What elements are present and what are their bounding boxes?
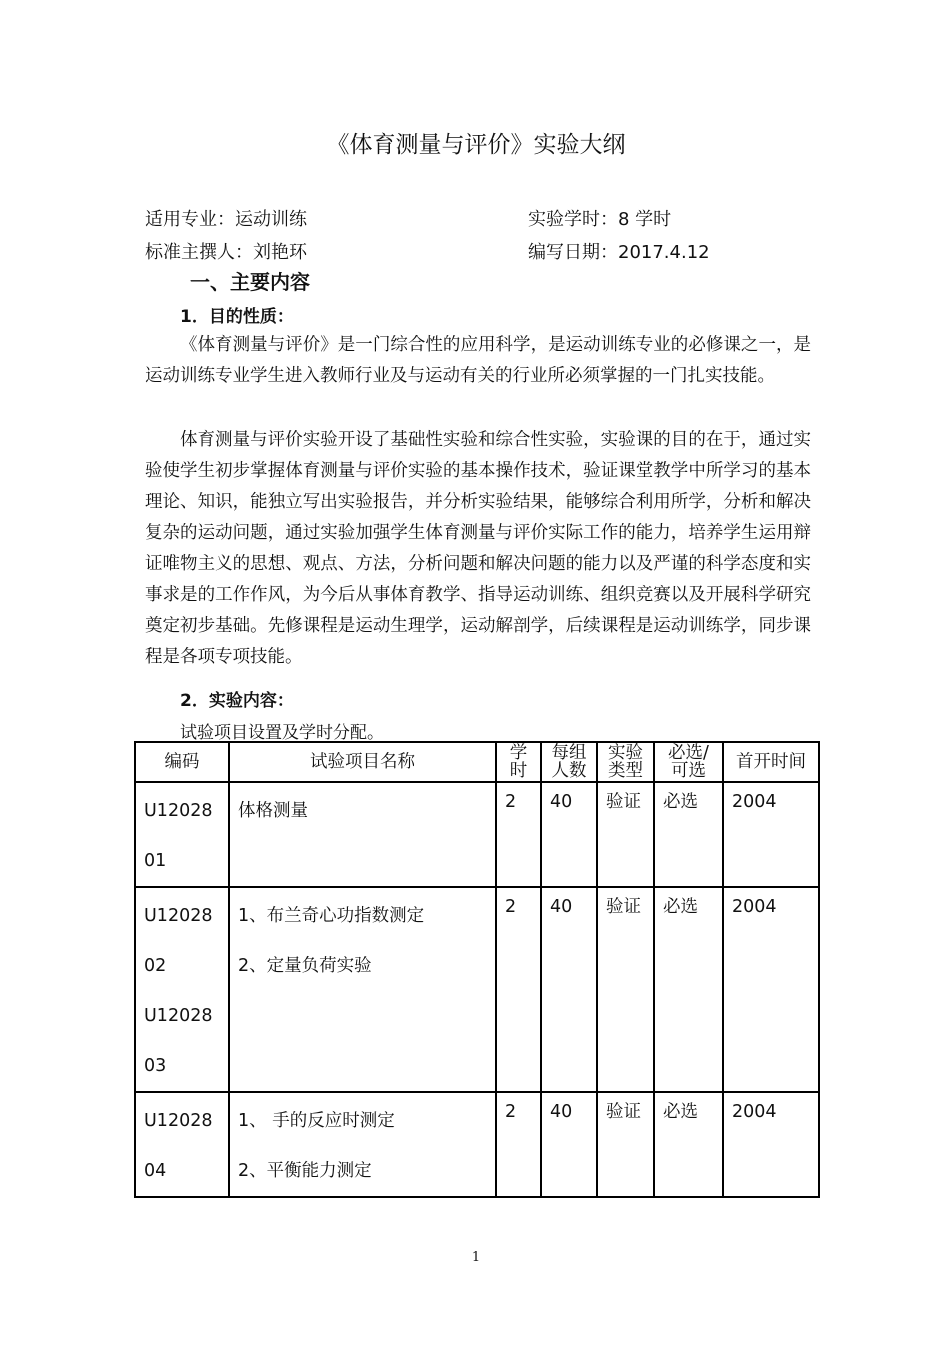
row1-type: 验证 bbox=[606, 792, 641, 812]
experiment-table bbox=[134, 741, 820, 1198]
row2-code-line2: 02 bbox=[144, 956, 167, 976]
row3-group-size: 40 bbox=[550, 1102, 573, 1122]
meta-author: 标准主撰人：刘艳环 bbox=[145, 242, 307, 263]
row2-name-line1: 1、布兰奇心功指数测定 bbox=[238, 906, 425, 926]
header-first-year: 首开时间 bbox=[723, 742, 819, 782]
row2-group-size: 40 bbox=[550, 897, 573, 917]
meta-hours: 实验学时：8 学时 bbox=[528, 209, 672, 230]
row3-type: 验证 bbox=[606, 1102, 641, 1122]
row3-first-year: 2004 bbox=[732, 1102, 777, 1122]
row1-hours: 2 bbox=[505, 792, 517, 812]
header-required: 必选/可选 bbox=[654, 742, 723, 782]
meta-date: 编写日期：2017.4.12 bbox=[528, 242, 710, 263]
row1-group-size: 40 bbox=[550, 792, 573, 812]
paragraph-experiment-goals: 体育测量与评价实验开设了基础性实验和综合性实验，实验课的目的在于，通过实验使学生初步掌握体育测量与评价实验的基本操作技术，验证课堂教学中所学习的基本理论、知识，能独立写出实验报告，并分析实验结果，能够综合利用所学，分析和解决复杂的运动问题，通过实验加强学生体育测量与评价实际工作的能力，培养学生运用辩证唯物主义的思想、观点、方法，分析问题和解决问题的能力以及严谨的科学态度和实事求是的工作作风，为今后从事体育教学、指导运动训练、组织竞赛以及开展科学研究奠定初步基础。先修课程是运动生理学，运动解剖学，后续课程是运动训练学，同步课程是各项专项技能。 bbox=[145, 430, 811, 667]
header-type: 实验类型 bbox=[597, 742, 654, 782]
row2-code-line1: U12028 bbox=[144, 906, 213, 926]
table-row bbox=[135, 782, 819, 887]
meta-major: 适用专业：运动训练 bbox=[145, 209, 307, 230]
subheading-content: 2．实验内容： bbox=[180, 691, 294, 711]
row2-required: 必选 bbox=[663, 897, 698, 917]
row2-code-line3: U12028 bbox=[144, 1006, 213, 1026]
row1-code-line1: U12028 bbox=[144, 801, 213, 821]
paragraph-purpose: 《体育测量与评价》是一门综合性的应用科学，是运动训练专业的必修课之一，是运动训练专业学生进入教师行业及与运动有关的行业所必须掌握的一门扎实技能。 bbox=[145, 335, 811, 386]
header-group-size: 每组人数 bbox=[541, 742, 597, 782]
row2-hours: 2 bbox=[505, 897, 517, 917]
row1-name: 体格测量 bbox=[238, 801, 308, 821]
table-caption: 试验项目设置及学时分配。 bbox=[180, 723, 384, 743]
row3-name-line1: 1、 手的反应时测定 bbox=[238, 1111, 395, 1131]
page-number: 1 bbox=[471, 1250, 481, 1265]
row3-required: 必选 bbox=[663, 1102, 698, 1122]
header-code: 编码 bbox=[135, 742, 229, 782]
row2-first-year: 2004 bbox=[732, 897, 777, 917]
row1-first-year: 2004 bbox=[732, 792, 777, 812]
row3-name-line2: 2、平衡能力测定 bbox=[238, 1161, 372, 1181]
row2-type: 验证 bbox=[606, 897, 641, 917]
table-row bbox=[135, 1092, 819, 1197]
row3-code-line2: 04 bbox=[144, 1161, 167, 1181]
table-row bbox=[135, 887, 819, 1092]
header-hours: 学时 bbox=[496, 742, 541, 782]
row1-code-line2: 01 bbox=[144, 851, 167, 871]
row3-hours: 2 bbox=[505, 1102, 517, 1122]
row2-name-line2: 2、定量负荷实验 bbox=[238, 956, 372, 976]
table-header-row bbox=[135, 742, 819, 782]
row2-code-line4: 03 bbox=[144, 1056, 167, 1076]
section-heading-main-content: 一、主要内容 bbox=[190, 270, 310, 294]
row3-code-line1: U12028 bbox=[144, 1111, 213, 1131]
document-title: 《体育测量与评价》实验大纲 bbox=[326, 132, 626, 158]
header-name: 试验项目名称 bbox=[229, 742, 496, 782]
row1-required: 必选 bbox=[663, 792, 698, 812]
subheading-purpose: 1．目的性质： bbox=[180, 307, 294, 327]
